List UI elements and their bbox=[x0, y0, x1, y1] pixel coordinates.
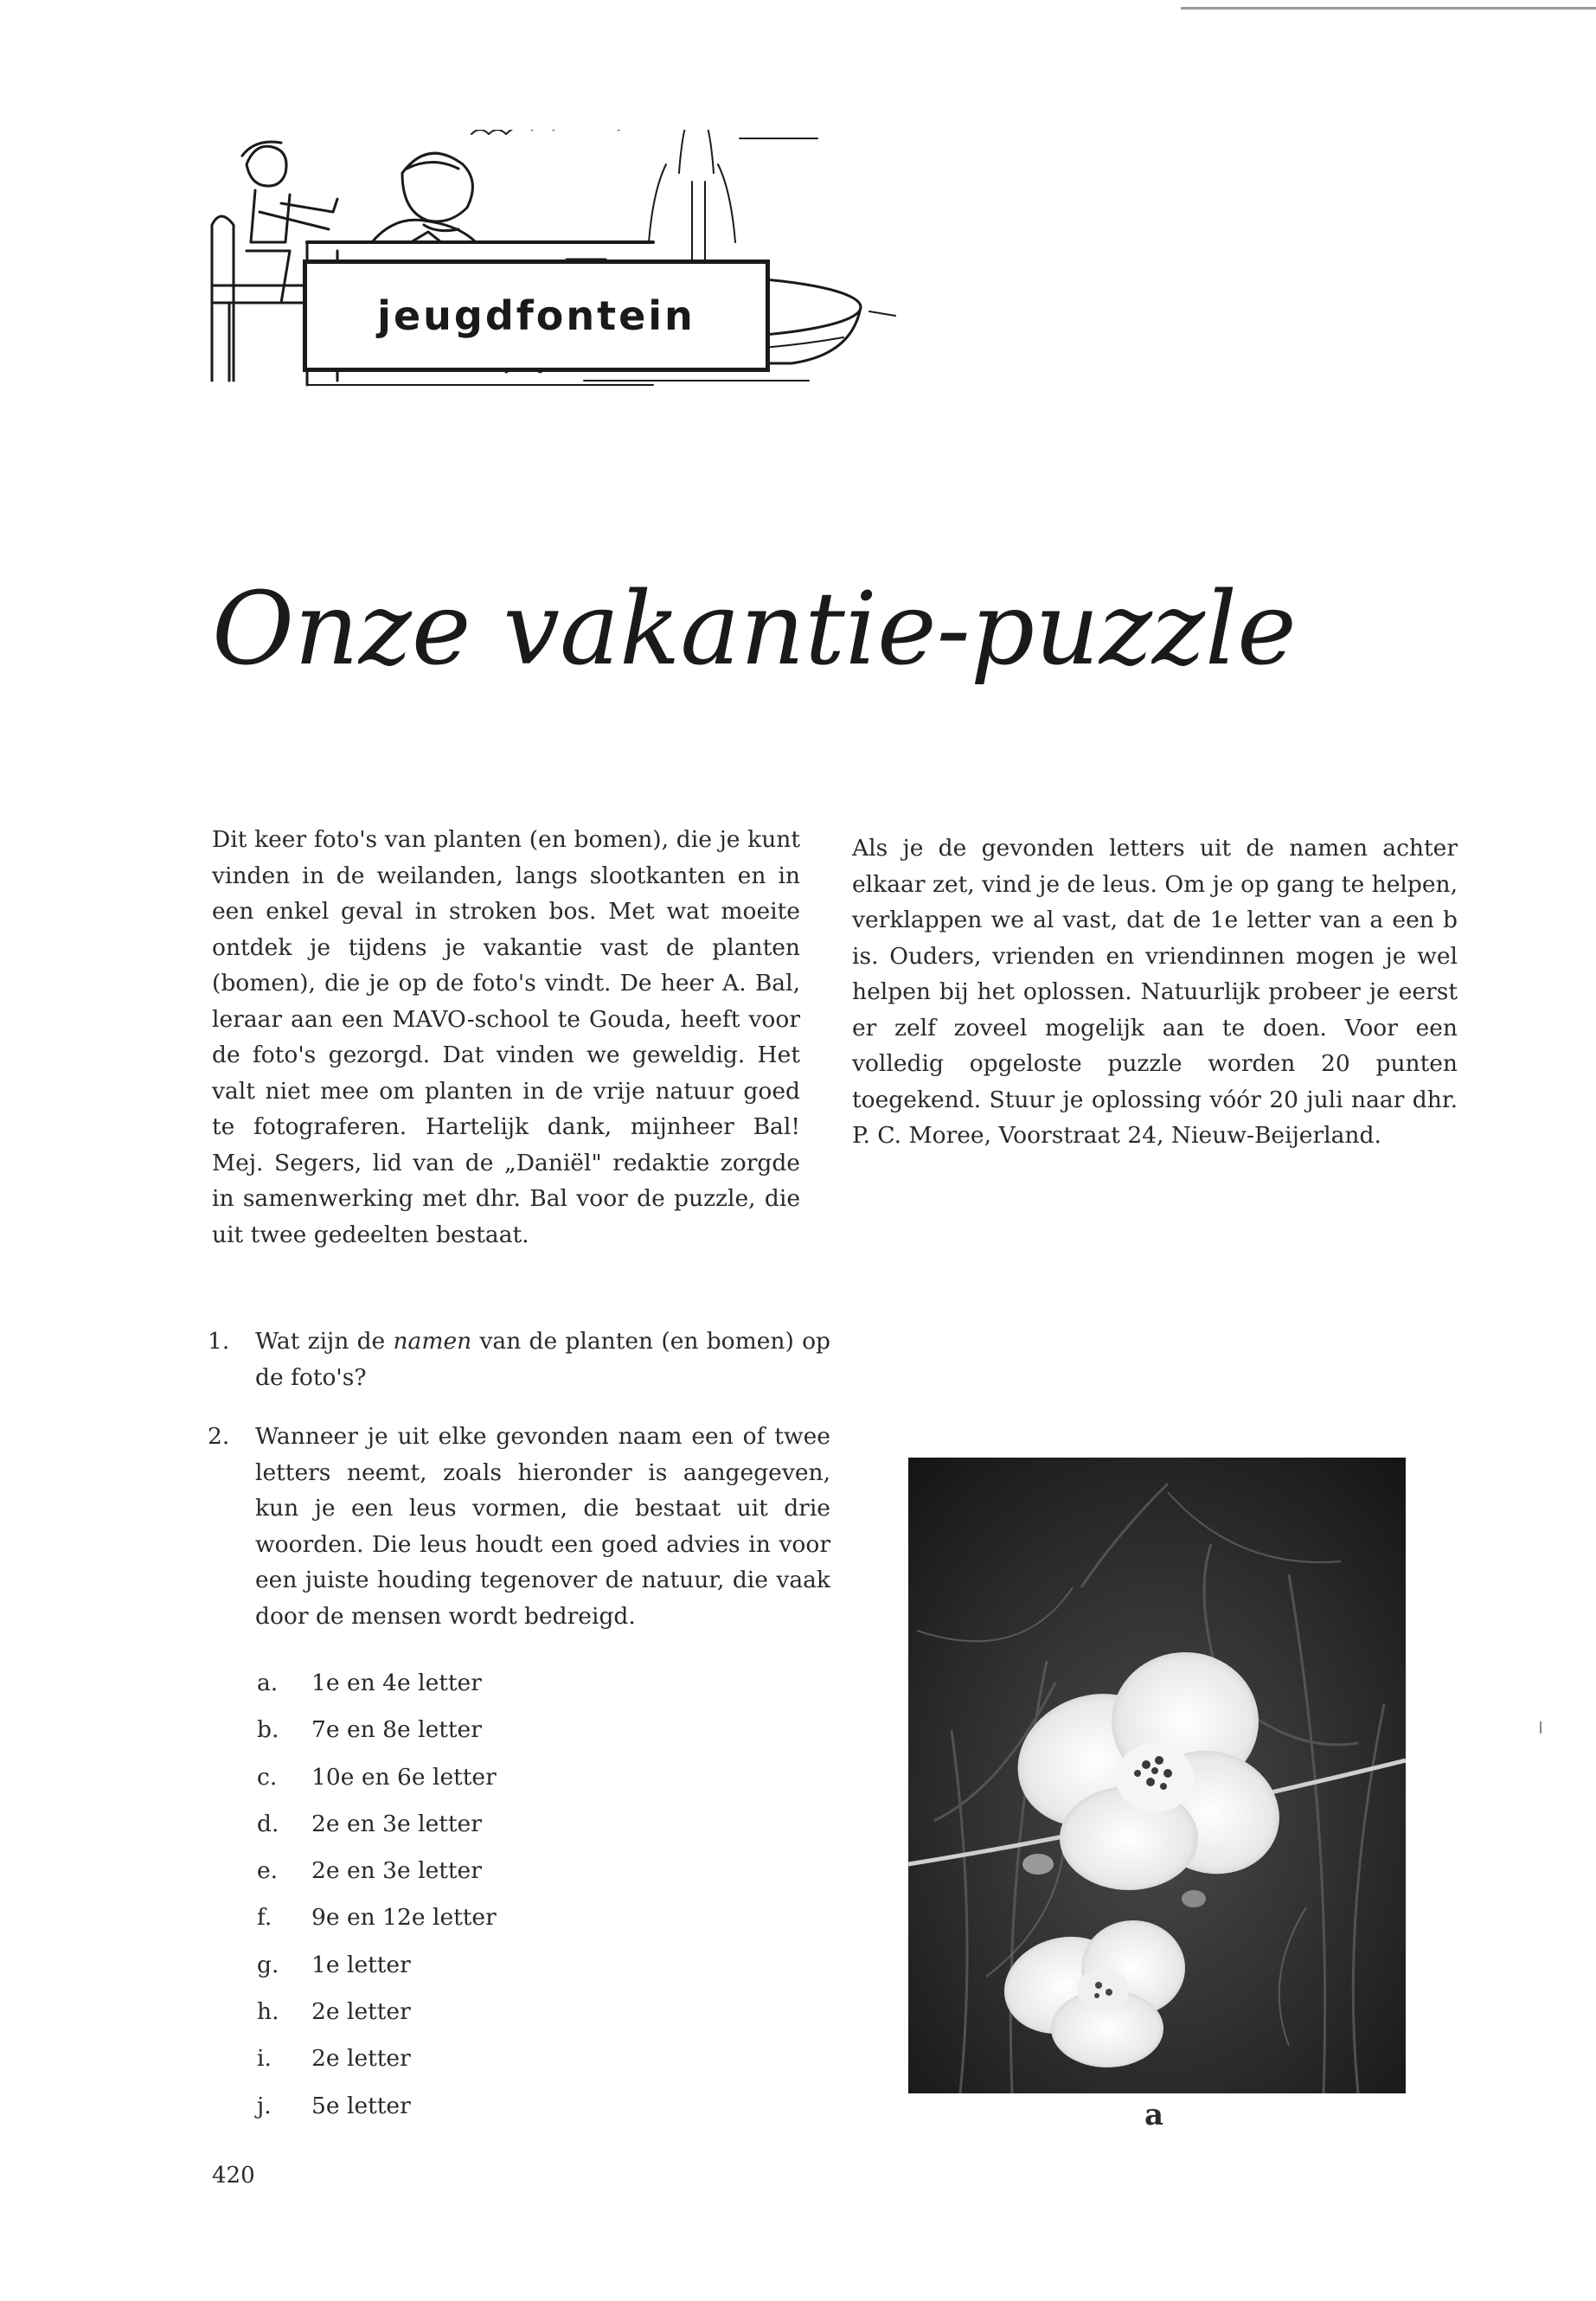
list-item: g. 1e letter bbox=[257, 1951, 411, 1978]
flower-photo bbox=[908, 1458, 1406, 2093]
article-title: Onze vakantie-puzzle bbox=[212, 571, 1297, 688]
intro-paragraph-left: Dit keer foto's van planten (en bomen), die je kunt vinden in de weilanden, langs slootkanten en in een enkel geval in stroken bos. Met wat moeite ontdek je tijdens je vakantie vast de planten (bomen), die je op de foto's vindt. De heer A. Bal, leraar aan een MAVO-school te Gouda, heeft voor de foto's gezorgd. Dat vinden we geweldig. Het valt niet mee om planten in de vrije natuur goed te fotograferen. Hartelijk dank, mijnheer Bal! Mej. Segers, lid van de „Daniël" redaktie zorgde in samenwerking met dhr. Bal voor de puzzle, die uit twee gedeelten bestaat. bbox=[212, 826, 800, 1248]
question-1 bbox=[208, 1324, 830, 1395]
letter-list bbox=[257, 1670, 497, 2139]
intro-paragraph-right: Als je de gevonden letters uit de namen achter elkaar zet, vind je de leus. Om je op gang te helpen, verklappen we al vast, dat de 1e letter van a een b is. Ouders, vrienden en vriendinnen mogen je wel helpen bij het oplossen. Natuurlijk probeer je eerst er zelf zoveel mogelijk aan te doen. Voor een volledig opgeloste puzzle worden 20 punten toegekend. Stuur je oplossing vóór 20 juli naar dhr. P. C. Moree, Voorstraat 24, Nieuw-Beijerland. bbox=[852, 835, 1458, 1149]
list-item: c. 10e en 6e letter bbox=[257, 1763, 497, 1791]
page-number: 420 bbox=[212, 2163, 255, 2189]
question-number: 2. bbox=[208, 1423, 230, 1450]
question-2 bbox=[208, 1419, 830, 1634]
list-item: d. 2e en 3e letter bbox=[257, 1810, 482, 1837]
section-label-box bbox=[303, 260, 770, 372]
top-rule bbox=[1181, 7, 1596, 10]
list-item: h. 2e letter bbox=[257, 1998, 411, 2026]
list-item: a. 1e en 4e letter bbox=[257, 1670, 482, 1696]
girl-drawing bbox=[372, 153, 476, 242]
scan-speck bbox=[1540, 1721, 1542, 1734]
list-item: f. 9e en 12e letter bbox=[257, 1904, 497, 1932]
list-item: e. 2e en 3e letter bbox=[257, 1857, 482, 1885]
question-number: 1. bbox=[208, 1328, 230, 1355]
question-emphasis: namen bbox=[393, 1328, 472, 1355]
list-item: j. 5e letter bbox=[257, 2092, 411, 2119]
list-item: b. 7e en 8e letter bbox=[257, 1716, 482, 1744]
question-text: Wat zijn de namen van de planten (en bomen) op de foto's? bbox=[255, 1328, 830, 1391]
section-label: jeugdfontein bbox=[377, 292, 695, 339]
question-text: Wanneer je uit elke gevonden naam een of twee letters neemt, zoals hieronder is aangegeven, kun je een leus vormen, die bestaat uit drie woorden. Die leus houdt een goed advies in voor een juiste houding tegenover de natuur, die vaak door de mensen wordt bedreigd. bbox=[255, 1423, 830, 1630]
list-item: i. 2e letter bbox=[257, 2045, 411, 2073]
photo-caption: a bbox=[1144, 2098, 1164, 2132]
